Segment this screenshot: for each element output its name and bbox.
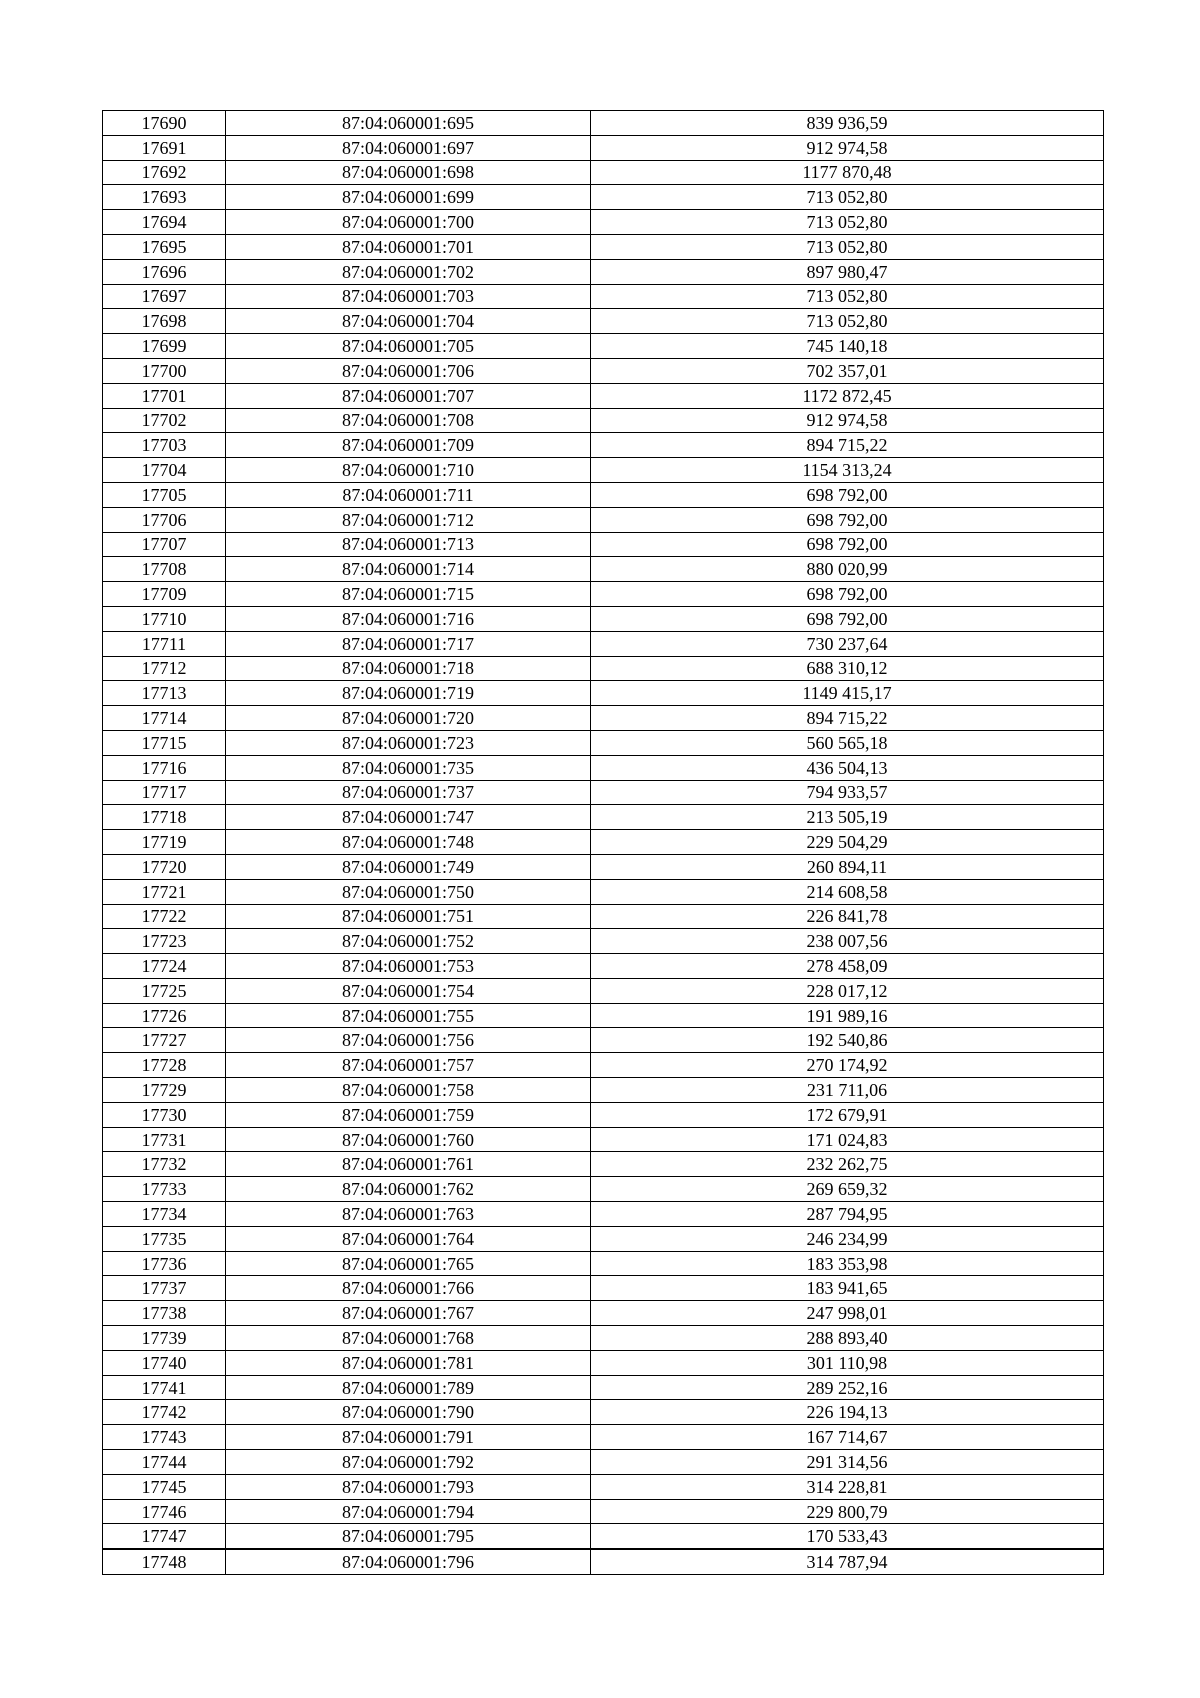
cadastral-value-cell: 229 800,79 [591,1499,1104,1524]
cadastral-number-cell: 87:04:060001:766 [226,1276,591,1301]
row-number-cell: 17719 [103,830,226,855]
row-number-cell: 17722 [103,904,226,929]
cadastral-number-cell: 87:04:060001:701 [226,234,591,259]
table-row [103,582,1104,607]
row-number-cell: 17745 [103,1474,226,1499]
cadastral-value-cell: 270 174,92 [591,1053,1104,1078]
row-number-cell: 17705 [103,482,226,507]
cadastral-number-cell: 87:04:060001:711 [226,482,591,507]
table-row [103,606,1104,631]
cadastral-number-cell: 87:04:060001:791 [226,1425,591,1450]
row-number-cell: 17718 [103,805,226,830]
table-row [103,1301,1104,1326]
cadastral-value-cell: 238 007,56 [591,929,1104,954]
table-row [103,1102,1104,1127]
row-number-cell: 17714 [103,706,226,731]
table-row [103,507,1104,532]
cadastral-value-cell: 713 052,80 [591,284,1104,309]
row-number-cell: 17727 [103,1028,226,1053]
row-number-cell: 17729 [103,1078,226,1103]
cadastral-number-cell: 87:04:060001:718 [226,656,591,681]
cadastral-number-cell: 87:04:060001:795 [226,1524,591,1549]
cadastral-number-cell: 87:04:060001:700 [226,210,591,235]
row-number-cell: 17694 [103,210,226,235]
cadastral-number-cell: 87:04:060001:707 [226,383,591,408]
row-number-cell: 17747 [103,1524,226,1549]
table-row [103,1226,1104,1251]
cadastral-number-cell: 87:04:060001:789 [226,1375,591,1400]
cadastral-value-cell: 1154 313,24 [591,458,1104,483]
cadastral-value-cell: 171 024,83 [591,1127,1104,1152]
table-row [103,433,1104,458]
table-row [103,408,1104,433]
cadastral-value-cell: 314 228,81 [591,1474,1104,1499]
table-row [103,210,1104,235]
cadastral-value-cell: 894 715,22 [591,433,1104,458]
row-number-cell: 17712 [103,656,226,681]
cadastral-number-cell: 87:04:060001:754 [226,978,591,1003]
row-number-cell: 17710 [103,606,226,631]
table-row [103,1202,1104,1227]
cadastral-number-cell: 87:04:060001:695 [226,111,591,136]
cadastral-number-cell: 87:04:060001:703 [226,284,591,309]
cadastral-value-cell: 560 565,18 [591,730,1104,755]
cadastral-number-cell: 87:04:060001:713 [226,532,591,557]
cadastral-number-cell: 87:04:060001:708 [226,408,591,433]
cadastral-number-cell: 87:04:060001:763 [226,1202,591,1227]
row-number-cell: 17700 [103,358,226,383]
table-row [103,755,1104,780]
table-row [103,1499,1104,1524]
table-row [103,929,1104,954]
cadastral-number-cell: 87:04:060001:781 [226,1350,591,1375]
cadastral-number-cell: 87:04:060001:709 [226,433,591,458]
table-row [103,334,1104,359]
table-row [103,1524,1104,1549]
row-number-cell: 17708 [103,557,226,582]
cadastral-number-cell: 87:04:060001:765 [226,1251,591,1276]
table-row [103,284,1104,309]
cadastral-number-cell: 87:04:060001:699 [226,185,591,210]
cadastral-value-table [102,110,1104,1575]
cadastral-number-cell: 87:04:060001:756 [226,1028,591,1053]
cadastral-number-cell: 87:04:060001:720 [226,706,591,731]
table-row [103,259,1104,284]
cadastral-number-cell: 87:04:060001:715 [226,582,591,607]
row-number-cell: 17724 [103,954,226,979]
cadastral-number-cell: 87:04:060001:747 [226,805,591,830]
cadastral-value-cell: 247 998,01 [591,1301,1104,1326]
cadastral-value-cell: 301 110,98 [591,1350,1104,1375]
cadastral-value-cell: 289 252,16 [591,1375,1104,1400]
cadastral-number-cell: 87:04:060001:792 [226,1450,591,1475]
row-number-cell: 17692 [103,160,226,185]
cadastral-value-cell: 172 679,91 [591,1102,1104,1127]
row-number-cell: 17702 [103,408,226,433]
table-row [103,1251,1104,1276]
row-number-cell: 17717 [103,780,226,805]
cadastral-value-cell: 226 841,78 [591,904,1104,929]
cadastral-value-cell: 897 980,47 [591,259,1104,284]
cadastral-value-cell: 229 504,29 [591,830,1104,855]
cadastral-value-cell: 698 792,00 [591,606,1104,631]
row-number-cell: 17739 [103,1326,226,1351]
cadastral-value-cell: 698 792,00 [591,582,1104,607]
cadastral-number-cell: 87:04:060001:760 [226,1127,591,1152]
cadastral-number-cell: 87:04:060001:755 [226,1003,591,1028]
row-number-cell: 17695 [103,234,226,259]
cadastral-number-cell: 87:04:060001:764 [226,1226,591,1251]
table-row [103,1375,1104,1400]
cadastral-value-cell: 702 357,01 [591,358,1104,383]
row-number-cell: 17691 [103,135,226,160]
cadastral-number-cell: 87:04:060001:759 [226,1102,591,1127]
row-number-cell: 17734 [103,1202,226,1227]
cadastral-number-cell: 87:04:060001:768 [226,1326,591,1351]
cadastral-value-cell: 880 020,99 [591,557,1104,582]
table-row [103,160,1104,185]
cadastral-number-cell: 87:04:060001:750 [226,879,591,904]
cadastral-value-cell: 698 792,00 [591,482,1104,507]
row-number-cell: 17701 [103,383,226,408]
row-number-cell: 17733 [103,1177,226,1202]
cadastral-number-cell: 87:04:060001:767 [226,1301,591,1326]
cadastral-number-cell: 87:04:060001:748 [226,830,591,855]
cadastral-number-cell: 87:04:060001:737 [226,780,591,805]
cadastral-number-cell: 87:04:060001:705 [226,334,591,359]
cadastral-value-cell: 713 052,80 [591,234,1104,259]
cadastral-value-cell: 260 894,11 [591,854,1104,879]
cadastral-number-cell: 87:04:060001:790 [226,1400,591,1425]
row-number-cell: 17736 [103,1251,226,1276]
table-row [103,234,1104,259]
row-number-cell: 17744 [103,1450,226,1475]
table-row [103,730,1104,755]
table-row [103,383,1104,408]
cadastral-number-cell: 87:04:060001:796 [226,1549,591,1574]
cadastral-value-cell: 191 989,16 [591,1003,1104,1028]
table-row [103,1276,1104,1301]
table-row [103,1177,1104,1202]
cadastral-value-cell: 314 787,94 [591,1549,1104,1574]
row-number-cell: 17735 [103,1226,226,1251]
cadastral-value-cell: 745 140,18 [591,334,1104,359]
row-number-cell: 17725 [103,978,226,1003]
row-number-cell: 17731 [103,1127,226,1152]
table-row [103,681,1104,706]
cadastral-value-cell: 839 936,59 [591,111,1104,136]
row-number-cell: 17730 [103,1102,226,1127]
cadastral-number-cell: 87:04:060001:752 [226,929,591,954]
cadastral-value-cell: 291 314,56 [591,1450,1104,1475]
cadastral-value-cell: 232 262,75 [591,1152,1104,1177]
cadastral-value-cell: 231 711,06 [591,1078,1104,1103]
cadastral-value-cell: 226 194,13 [591,1400,1104,1425]
table-row [103,830,1104,855]
row-number-cell: 17721 [103,879,226,904]
cadastral-value-cell: 213 505,19 [591,805,1104,830]
row-number-cell: 17716 [103,755,226,780]
row-number-cell: 17738 [103,1301,226,1326]
row-number-cell: 17707 [103,532,226,557]
row-number-cell: 17743 [103,1425,226,1450]
cadastral-value-cell: 713 052,80 [591,210,1104,235]
cadastral-number-cell: 87:04:060001:793 [226,1474,591,1499]
cadastral-number-cell: 87:04:060001:794 [226,1499,591,1524]
table-row [103,805,1104,830]
cadastral-value-cell: 214 608,58 [591,879,1104,904]
table-row [103,1078,1104,1103]
row-number-cell: 17711 [103,631,226,656]
table-row [103,1549,1104,1574]
table-row [103,706,1104,731]
table-row [103,111,1104,136]
cadastral-value-cell: 287 794,95 [591,1202,1104,1227]
row-number-cell: 17715 [103,730,226,755]
cadastral-value-cell: 698 792,00 [591,507,1104,532]
cadastral-value-cell: 228 017,12 [591,978,1104,1003]
table-body [103,111,1104,1575]
cadastral-number-cell: 87:04:060001:723 [226,730,591,755]
table-row [103,879,1104,904]
cadastral-value-cell: 436 504,13 [591,755,1104,780]
cadastral-number-cell: 87:04:060001:710 [226,458,591,483]
cadastral-value-cell: 794 933,57 [591,780,1104,805]
cadastral-number-cell: 87:04:060001:704 [226,309,591,334]
table-row [103,1127,1104,1152]
row-number-cell: 17698 [103,309,226,334]
cadastral-value-cell: 183 353,98 [591,1251,1104,1276]
cadastral-value-cell: 713 052,80 [591,309,1104,334]
table-row [103,1474,1104,1499]
row-number-cell: 17696 [103,259,226,284]
row-number-cell: 17706 [103,507,226,532]
cadastral-value-cell: 713 052,80 [591,185,1104,210]
cadastral-number-cell: 87:04:060001:719 [226,681,591,706]
cadastral-value-cell: 912 974,58 [591,408,1104,433]
cadastral-number-cell: 87:04:060001:716 [226,606,591,631]
row-number-cell: 17726 [103,1003,226,1028]
table-row [103,1350,1104,1375]
row-number-cell: 17732 [103,1152,226,1177]
cadastral-number-cell: 87:04:060001:714 [226,557,591,582]
table-row [103,557,1104,582]
row-number-cell: 17748 [103,1549,226,1574]
cadastral-value-cell: 288 893,40 [591,1326,1104,1351]
row-number-cell: 17713 [103,681,226,706]
table-row [103,1028,1104,1053]
row-number-cell: 17741 [103,1375,226,1400]
table-row [103,185,1104,210]
row-number-cell: 17728 [103,1053,226,1078]
row-number-cell: 17723 [103,929,226,954]
cadastral-value-cell: 730 237,64 [591,631,1104,656]
row-number-cell: 17697 [103,284,226,309]
cadastral-value-cell: 269 659,32 [591,1177,1104,1202]
cadastral-value-cell: 1177 870,48 [591,160,1104,185]
cadastral-value-cell: 912 974,58 [591,135,1104,160]
cadastral-number-cell: 87:04:060001:712 [226,507,591,532]
cadastral-number-cell: 87:04:060001:706 [226,358,591,383]
table-row [103,532,1104,557]
cadastral-number-cell: 87:04:060001:698 [226,160,591,185]
row-number-cell: 17709 [103,582,226,607]
cadastral-value-cell: 246 234,99 [591,1226,1104,1251]
cadastral-value-cell: 170 533,43 [591,1524,1104,1549]
row-number-cell: 17737 [103,1276,226,1301]
row-number-cell: 17703 [103,433,226,458]
table-row [103,978,1104,1003]
cadastral-number-cell: 87:04:060001:751 [226,904,591,929]
row-number-cell: 17699 [103,334,226,359]
cadastral-value-cell: 894 715,22 [591,706,1104,731]
cadastral-value-cell: 1149 415,17 [591,681,1104,706]
row-number-cell: 17704 [103,458,226,483]
cadastral-number-cell: 87:04:060001:753 [226,954,591,979]
table-row [103,1053,1104,1078]
cadastral-value-cell: 167 714,67 [591,1425,1104,1450]
cadastral-number-cell: 87:04:060001:749 [226,854,591,879]
cadastral-number-cell: 87:04:060001:758 [226,1078,591,1103]
row-number-cell: 17693 [103,185,226,210]
table-row [103,1400,1104,1425]
cadastral-value-cell: 278 458,09 [591,954,1104,979]
table-row [103,358,1104,383]
cadastral-number-cell: 87:04:060001:697 [226,135,591,160]
table-row [103,1425,1104,1450]
row-number-cell: 17742 [103,1400,226,1425]
cadastral-value-cell: 192 540,86 [591,1028,1104,1053]
table-row [103,631,1104,656]
cadastral-value-cell: 1172 872,45 [591,383,1104,408]
table-row [103,482,1104,507]
cadastral-value-cell: 183 941,65 [591,1276,1104,1301]
table-row [103,1450,1104,1475]
cadastral-number-cell: 87:04:060001:761 [226,1152,591,1177]
table-row [103,854,1104,879]
table-row [103,1003,1104,1028]
cadastral-number-cell: 87:04:060001:735 [226,755,591,780]
cadastral-value-cell: 698 792,00 [591,532,1104,557]
row-number-cell: 17740 [103,1350,226,1375]
table-row [103,135,1104,160]
cadastral-number-cell: 87:04:060001:762 [226,1177,591,1202]
table-row [103,780,1104,805]
table-row [103,309,1104,334]
cadastral-number-cell: 87:04:060001:717 [226,631,591,656]
table-row [103,954,1104,979]
table-row [103,458,1104,483]
cadastral-number-cell: 87:04:060001:757 [226,1053,591,1078]
table-row [103,904,1104,929]
table-row [103,656,1104,681]
row-number-cell: 17746 [103,1499,226,1524]
cadastral-value-cell: 688 310,12 [591,656,1104,681]
table-row [103,1152,1104,1177]
row-number-cell: 17720 [103,854,226,879]
cadastral-number-cell: 87:04:060001:702 [226,259,591,284]
row-number-cell: 17690 [103,111,226,136]
table-row [103,1326,1104,1351]
